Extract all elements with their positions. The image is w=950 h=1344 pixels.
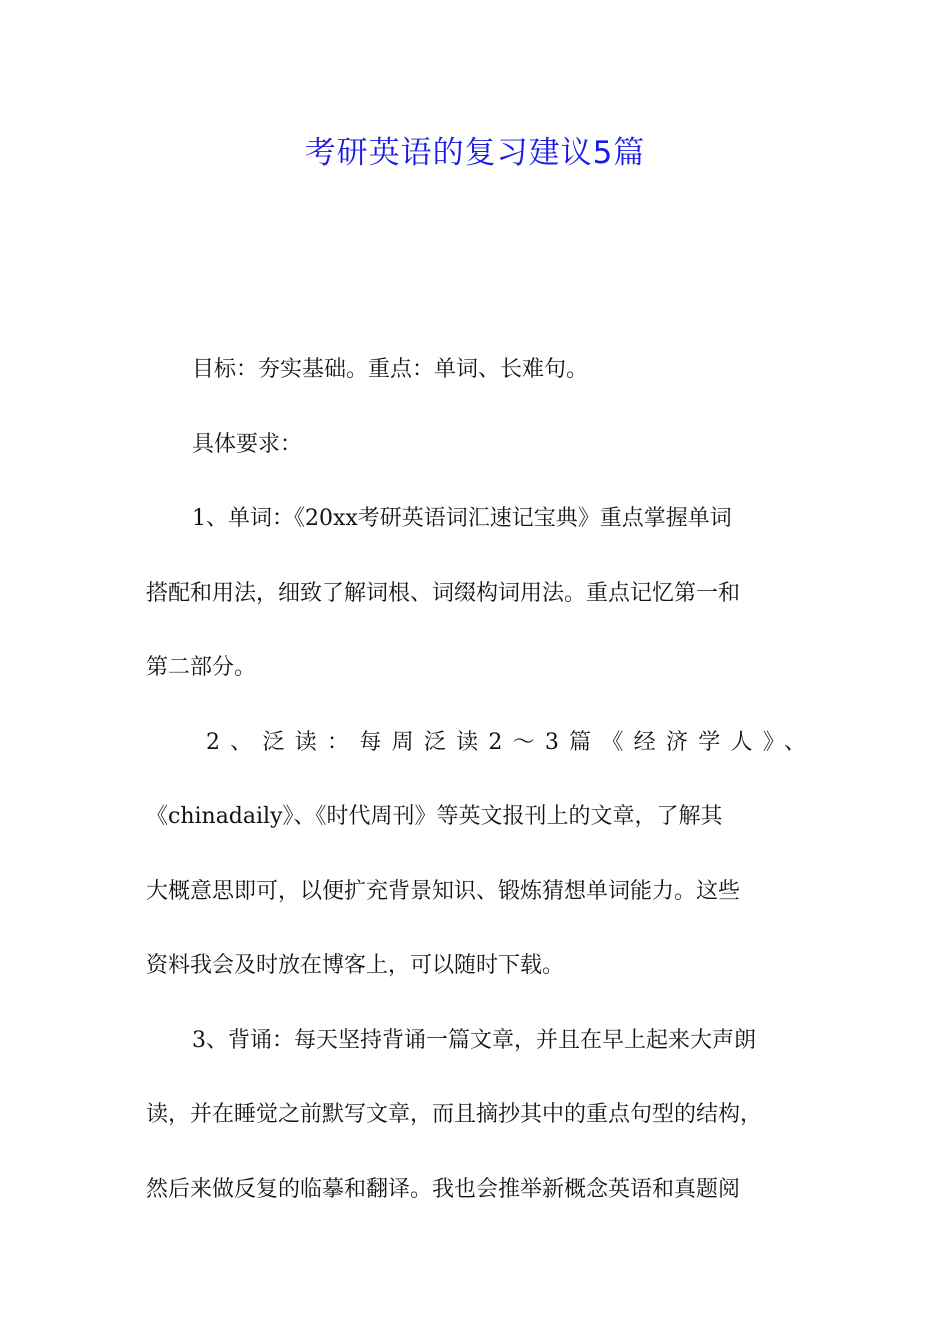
paragraph-reading-line-1: 2、泛读：每周泛读2～3篇《经济学人》、	[206, 729, 806, 755]
paragraph-vocabulary-line-2: 搭配和用法，细致了解词根、词缀构词用法。重点记忆第一和	[146, 580, 741, 606]
paragraph-reading-line-2: 《chinadaily》、《时代周刊》等英文报刊上的文章，了解其	[146, 804, 723, 829]
document-body	[146, 333, 806, 1227]
paragraph-recitation-line-2: 读，并在睡觉之前默写文章，而且摘抄其中的重点句型的结构，	[146, 1102, 763, 1127]
paragraph-vocabulary-line-1: 1、单词：《20xx考研英语词汇速记宝典》重点掌握单词	[192, 506, 732, 531]
paragraph-recitation-line-3: 然后来做反复的临摹和翻译。我也会推举新概念英语和真题阅	[146, 1176, 741, 1202]
paragraph-vocabulary-line-3: 第二部分。	[146, 655, 257, 680]
paragraph-recitation-line-1: 3、背诵：每天坚持背诵一篇文章，并且在早上起来大声朗	[192, 1027, 756, 1053]
paragraph-reading-line-4: 资料我会及时放在博客上，可以随时下载。	[146, 953, 565, 978]
document-title: 考研英语的复习建议5篇	[304, 135, 646, 171]
paragraph-goal: 目标：夯实基础。重点：单词、长难句。	[192, 357, 589, 382]
paragraph-requirements-heading: 具体要求：	[192, 431, 303, 457]
paragraph-reading-line-3: 大概意思即可，以便扩充背景知识、锻炼猜想单词能力。这些	[146, 878, 741, 904]
